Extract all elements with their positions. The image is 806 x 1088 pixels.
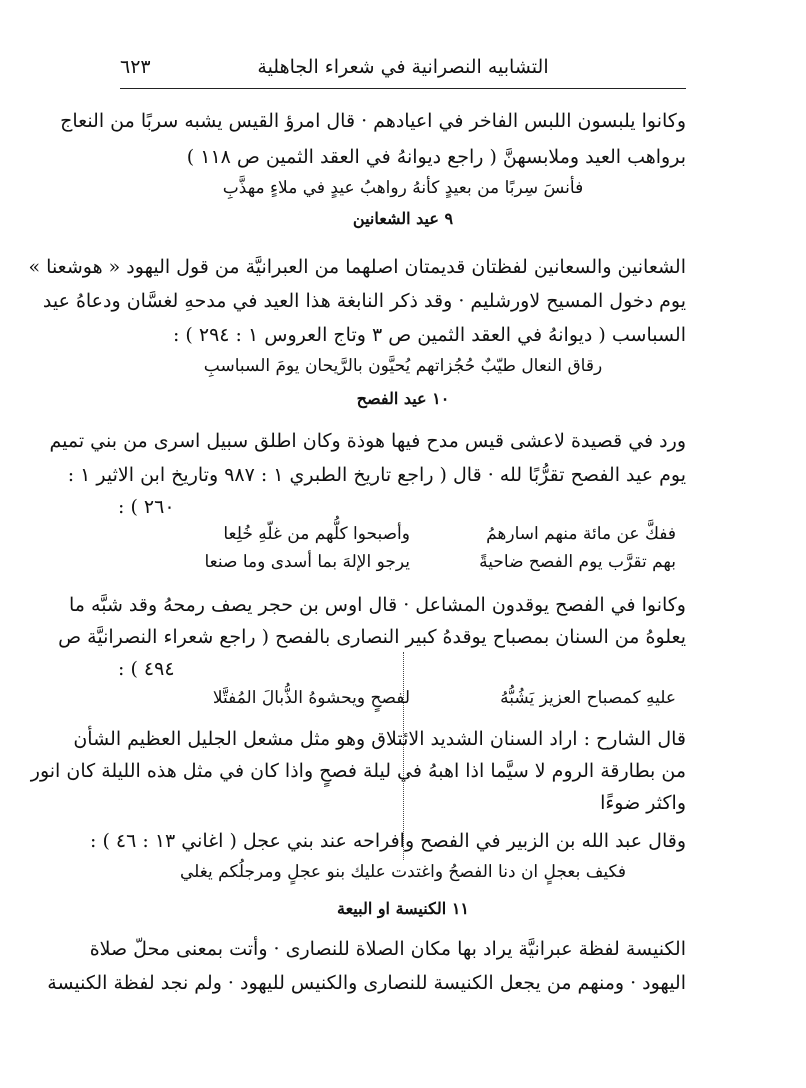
verse-hemistich-left: لفصحٍ ويحشوهُ الذُّبالَ المُفتَّلا — [212, 688, 410, 708]
paragraph-line: ورد في قصيدة لاعشى قيس مدح فيها هوذة وكان اطلق سبيل اسرى من بني تميم — [49, 430, 686, 452]
page-number: ٦٢٣ — [120, 56, 151, 78]
paragraph-line: يوم دخول المسيح لاورشليم · وقد ذكر النابغة هذا العيد في مدحهِ لغسَّان ودعاهُ عيد — [42, 290, 686, 312]
section-heading: ١١ الكنيسة او البيعة — [336, 899, 469, 918]
verse-hemistich-right: عليهِ كمصباح العزيز يَشُبُّهُ — [500, 688, 676, 708]
poem-verse: رقاق النعال طيّبٌ حُجُزاتهم يُحيَّون بالرَّيحان يومَ السباسبِ — [203, 356, 603, 376]
paragraph-line: برواهب العيد وملابسهنَّ ( راجع ديوانهُ في العقد الثمين ص ١١٨ ) — [186, 146, 686, 168]
paragraph-line: الشعانين والسعانين لفظتان قديمتان اصلهما من العبرانيَّة من قول اليهود « هوشعنا » — [28, 256, 686, 278]
section-heading: ٩ عيد الشعانين — [352, 209, 454, 228]
paragraph-line: ٤٩٤ ) : — [118, 658, 175, 680]
section-heading: ١٠ عيد الفصح — [356, 389, 450, 408]
paragraph-line: اليهود · ومنهم من يجعل الكنيسة للنصارى والكنيس لليهود · ولم نجد لفظة الكنيسة — [47, 972, 686, 994]
paragraph-line: وقال عبد الله بن الزبير في الفصح وافراحه عند بني عجل ( اغاني ١٣ : ٤٦ ) : — [90, 830, 686, 852]
paragraph-line: وكانوا في الفصح يوقدون المشاعل · قال اوس بن حجر يصف رمحهُ وقد شبَّه ما — [69, 594, 686, 616]
paragraph-line: وكانوا يلبسون اللبس الفاخر في اعيادهم · قال امرؤ القيس يشبه سربًا من النعاج — [60, 110, 686, 132]
verse-hemistich-left: يرجو الإلهَ بما أسدى وما صنعا — [204, 552, 410, 572]
verse-hemistich-left: وأصبحوا كلُّهم من غلّهِ خُلِعا — [223, 524, 410, 544]
page-header-title: التشابيه النصرانية في شعراء الجاهلية — [257, 56, 549, 78]
paragraph-line: يعلوهُ من السنان بمصباح يوقدهُ كبير النصارى بالفصح ( راجع شعراء النصرانيَّة ص — [58, 626, 686, 648]
paragraph-line: السباسب ( ديوانهُ في العقد الثمين ص ٣ وتاج العروس ١ : ٢٩٤ ) : — [172, 324, 686, 346]
paragraph-line: واكثر ضوءًا — [600, 792, 686, 814]
paragraph-line: يوم عيد الفصح تقرُّبًا لله · قال ( راجع تاريخ الطبري ١ : ٩٨٧ وتاريخ ابن الاثير ١ : — [67, 464, 686, 486]
header-rule — [120, 88, 686, 89]
paragraph-line: ٢٦٠ ) : — [118, 496, 175, 518]
poem-verse: فكيف بعجلٍ ان دنا الفصحُ واغتدت عليك بنو عجلٍ ومرجلُكم يغلي — [180, 862, 626, 882]
poem-verse: فأنسَ سِربًا من بعيدٍ كأنهُ رواهبُ عيدٍ في ملاءٍ مهذَّبِ — [222, 178, 584, 198]
paragraph-line: قال الشارح : اراد السنان الشديد الائتلاق وهو مثل مشعل الجليل العظيم الشأن — [73, 728, 686, 750]
verse-hemistich-right: بهم تقرَّب يوم الفصح ضاحيةً — [479, 552, 676, 572]
paragraph-line: الكنيسة لفظة عبرانيَّة يراد بها مكان الصلاة للنصارى · وأتت بمعنى محلّ صلاة — [89, 938, 686, 960]
verse-hemistich-right: ففكَّ عن مائة منهم اسارهمُ — [486, 524, 676, 544]
paragraph-line: من بطارقة الروم لا سيَّما اذا اهبهُ في ليلة فصحٍ واذا كان في مثل هذه الليلة كان انور — [30, 760, 686, 782]
